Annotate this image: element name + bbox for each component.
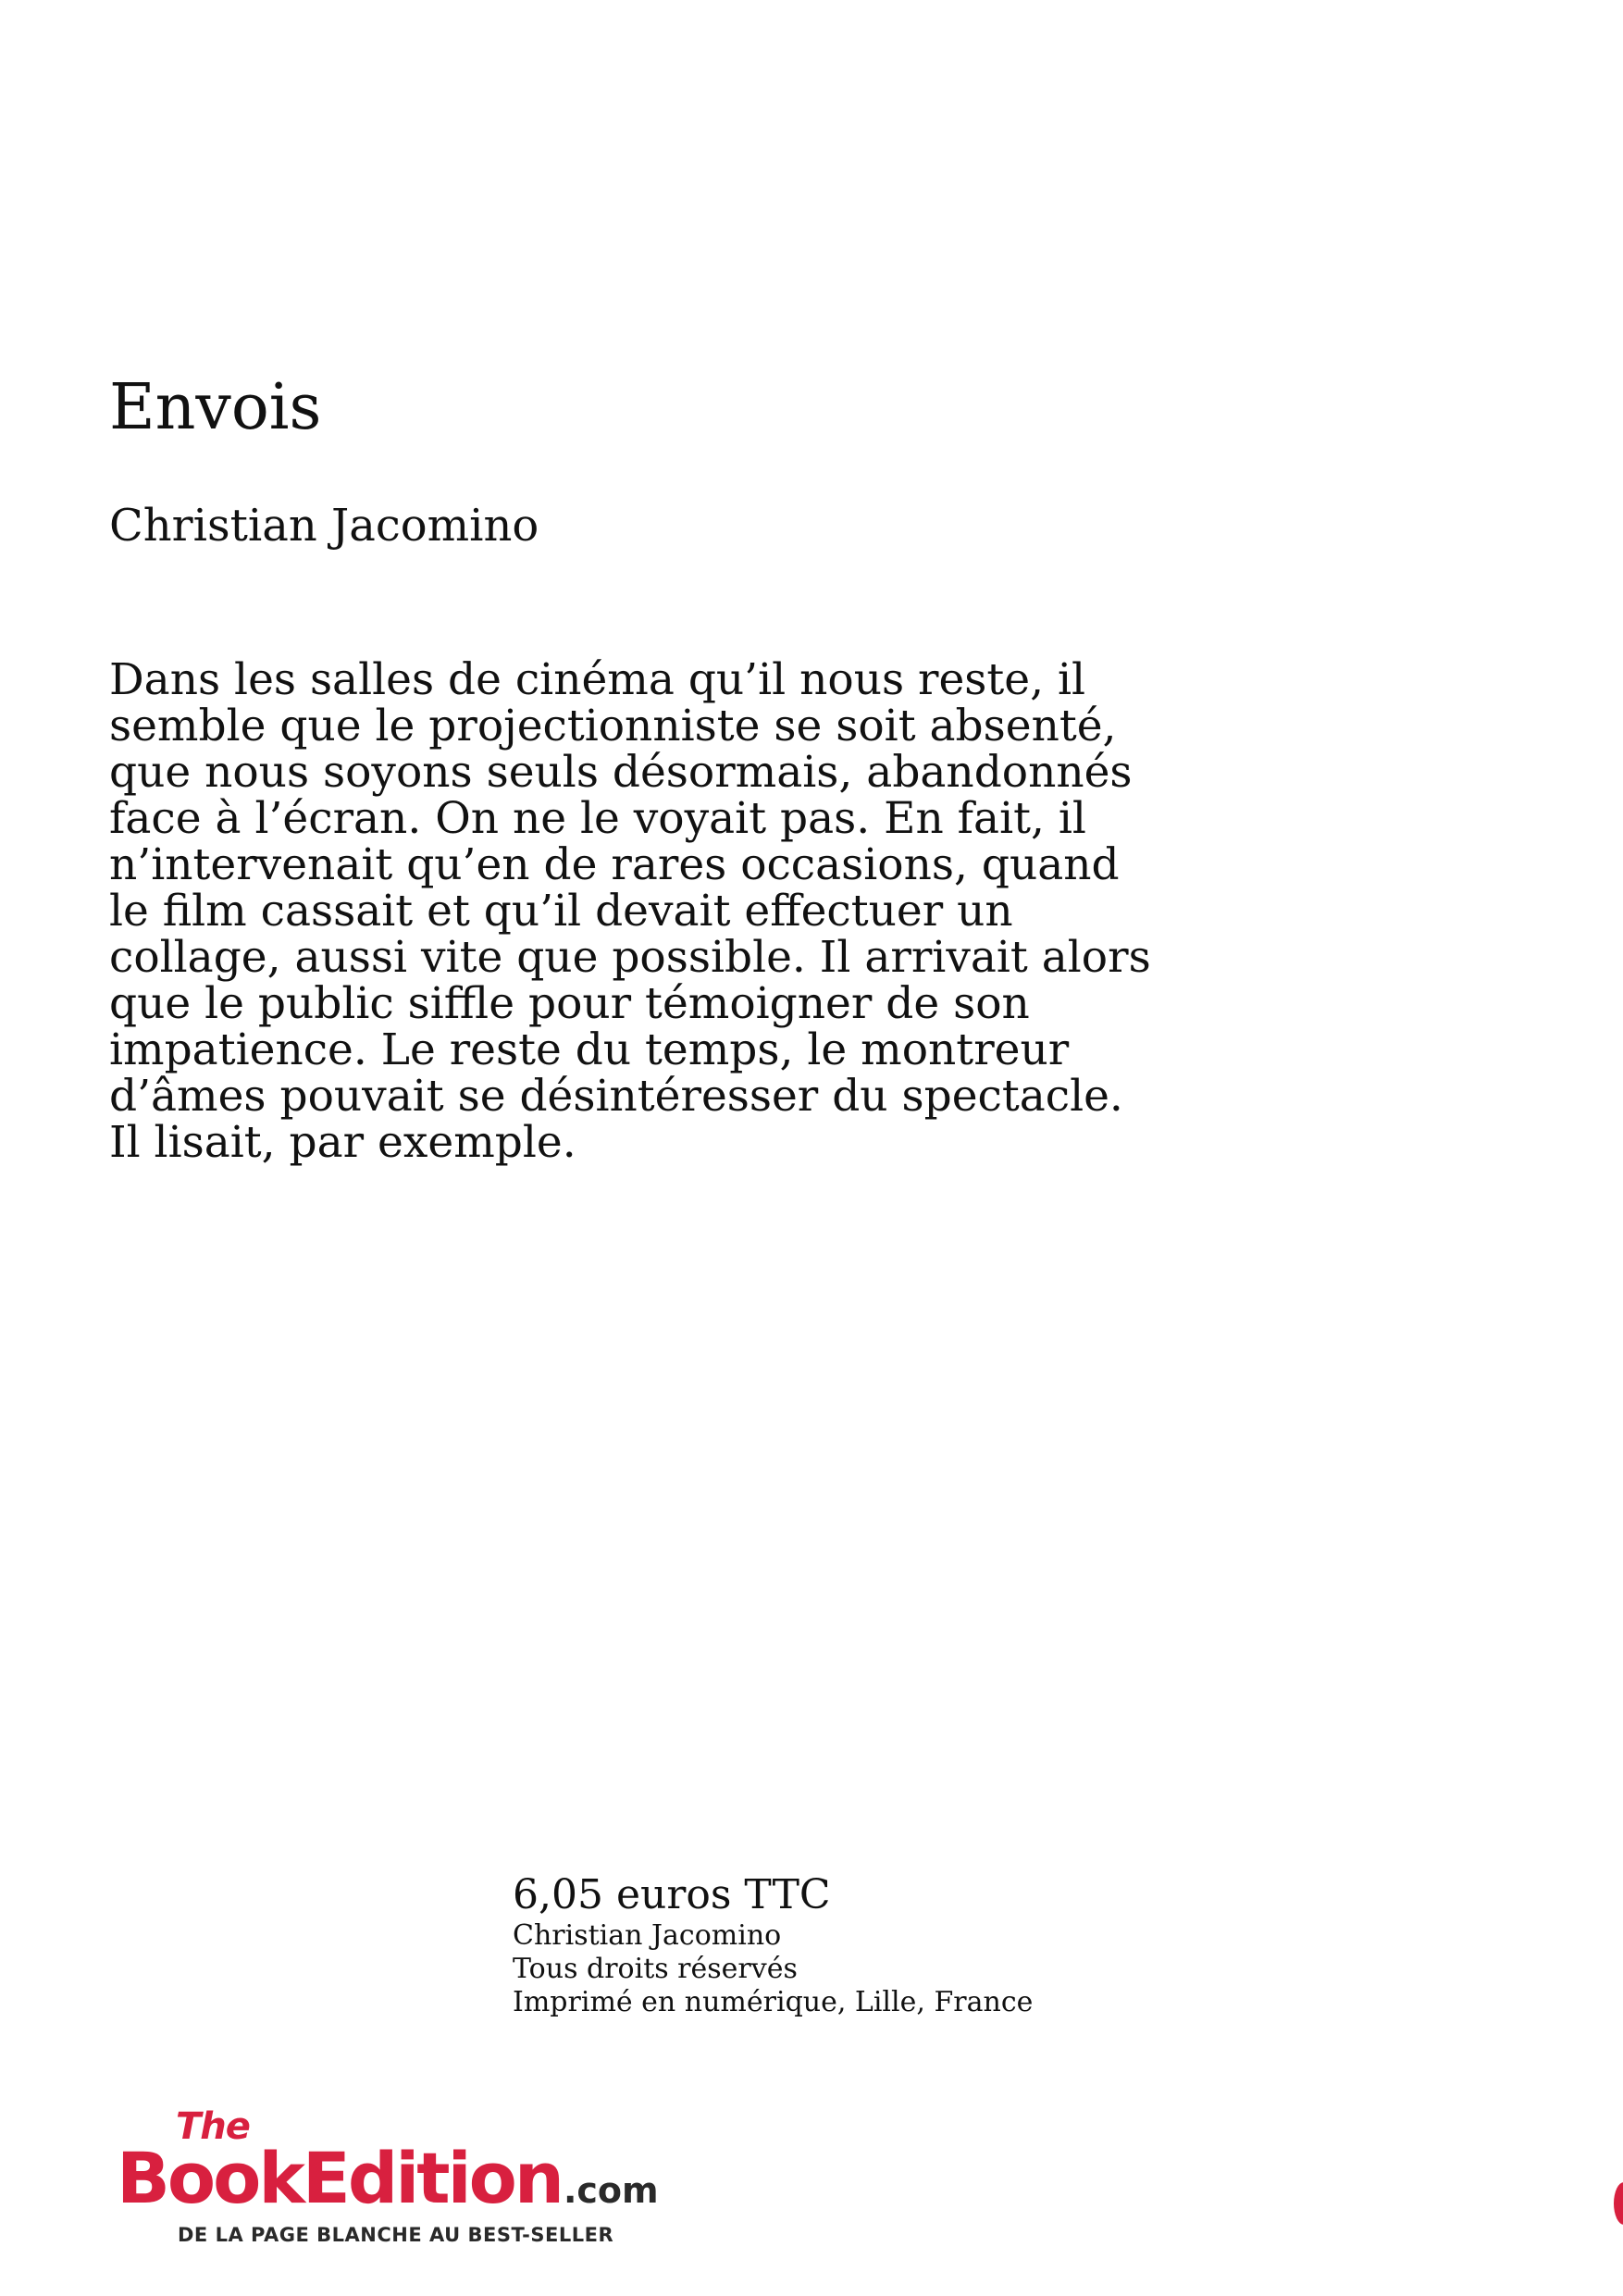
edge-mark-icon xyxy=(1614,2182,1623,2225)
logo-suffix: .com xyxy=(563,2170,659,2211)
blurb-line: le film cassait et qu’il devait effectuer un xyxy=(109,886,1013,937)
blurb-line: Dans les salles de cinéma qu’il nous reste, il xyxy=(109,654,1086,705)
book-title: Envois xyxy=(109,371,322,444)
blurb-line: impatience. Le reste du temps, le montreur xyxy=(109,1024,1070,1075)
colophon xyxy=(513,1871,1033,2019)
blurb-line: face à l’écran. On ne le voyait pas. En fait, il xyxy=(109,793,1086,844)
logo-wordmark xyxy=(117,2137,659,2219)
book-author: Christian Jacomino xyxy=(109,500,539,552)
rights-notice: Tous droits réservés xyxy=(513,1953,798,1985)
blurb-line: d’âmes pouvait se désintéresser du spectacle. xyxy=(109,1071,1123,1122)
blurb-line: semble que le projectionniste se soit absenté, xyxy=(109,701,1117,751)
blurb-line: collage, aussi vite que possible. Il arrivait alors xyxy=(109,932,1151,983)
logo-the: The xyxy=(176,2105,250,2148)
logo-tagline: DE LA PAGE BLANCHE AU BEST-SELLER xyxy=(178,2224,614,2246)
publisher-logo xyxy=(117,2105,659,2272)
blurb-line: n’intervenait qu’en de rares occasions, quand xyxy=(109,839,1120,890)
logo-name: BookEdition xyxy=(117,2137,562,2219)
blurb-line: que nous soyons seuls désormais, abandonnés xyxy=(109,747,1133,798)
blurb-line: que le public siffle pour témoigner de son xyxy=(109,978,1030,1029)
printing-notice: Imprimé en numérique, Lille, France xyxy=(513,1986,1034,2018)
blurb-line: Il lisait, par exemple. xyxy=(109,1117,576,1168)
price: 6,05 euros TTC xyxy=(513,1871,831,1918)
colophon-author: Christian Jacomino xyxy=(513,1919,782,1952)
back-cover-blurb xyxy=(109,654,1312,1168)
